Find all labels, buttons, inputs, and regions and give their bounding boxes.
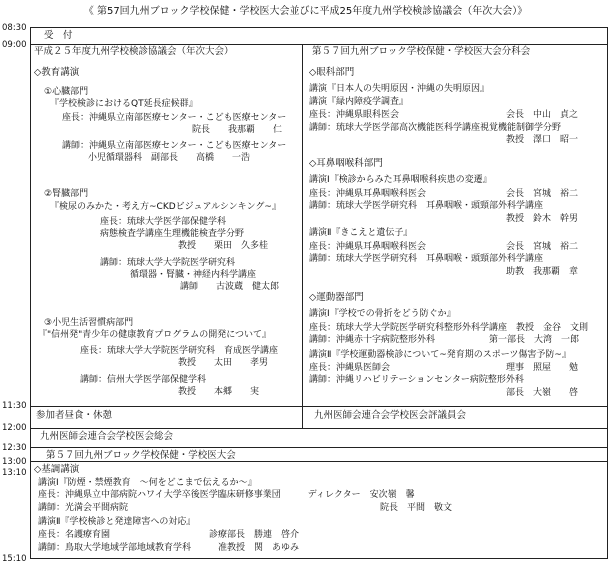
left-line: 講師 古波蔵 健太郎 bbox=[180, 282, 280, 292]
right-line: 講師：琉球大学医学研究科 耳鼻咽喉・頭頸部外科学講座 bbox=[309, 201, 544, 211]
left-line: 『"信州発"青少年の健康教育プログラムの開発について』 bbox=[38, 330, 272, 340]
grid-line bbox=[30, 558, 608, 559]
border-right bbox=[607, 27, 608, 558]
main-line: 講師：光満会平間病院 bbox=[38, 503, 129, 513]
left-line: 『検尿のみかた・考え方~CKDビジュアルシンキング~』 bbox=[50, 202, 281, 212]
left-line: ③小児生活習慣病部門 bbox=[44, 318, 134, 328]
right-line: 会長 中山 貞之 bbox=[506, 110, 579, 120]
time-1510: 15:10 bbox=[2, 554, 27, 564]
right-line: 講師：琉球大学医学部高次機能医科学講座視覚機能制御学分野 bbox=[309, 123, 562, 133]
column-divider bbox=[302, 44, 303, 428]
lunch-label: 参加者昼食・休憩 bbox=[36, 410, 113, 421]
general-meeting-label: 九州医師会連合会学校医会総会 bbox=[40, 431, 174, 442]
right-line: 会長 宮城 裕二 bbox=[506, 189, 579, 199]
right-line: 部長 大嶺 啓 bbox=[506, 388, 579, 398]
time-1300: 13:00 bbox=[2, 457, 27, 467]
main-conference-heading: 第５７回九州ブロック学校保健・学校医大会 bbox=[46, 450, 236, 461]
grid-line bbox=[30, 428, 608, 429]
right-line: 講演Ⅰ『検診からみた耳鼻咽喉科疾患の変遷』 bbox=[309, 175, 492, 185]
left-line: ②腎臓部門 bbox=[44, 189, 89, 199]
left-section: ◇教育講演 bbox=[34, 67, 80, 78]
right-line: ◇耳鼻咽喉科部門 bbox=[309, 158, 383, 169]
right-line: 講演Ⅱ『きこえと遺伝子』 bbox=[309, 228, 413, 238]
council-label: 九州医師会連合会学校医会評議員会 bbox=[314, 410, 467, 421]
reception-label: 受 付 bbox=[44, 30, 73, 41]
left-line: 『学校検診におけるQT延長症候群』 bbox=[50, 99, 198, 109]
main-line: 院長 平間 敬文 bbox=[380, 503, 453, 513]
time-1200: 12:00 bbox=[2, 423, 27, 433]
right-line: 座長：沖縄県眼科医会 bbox=[309, 110, 400, 120]
main-line: 座長：名護療育園 診療部長 勝連 啓介 bbox=[38, 530, 300, 540]
main-line: 座長：沖縄県立中部病院ハワイ大学卒後医学臨床研修事業団 ディレクター 安次嶺 馨 bbox=[38, 490, 415, 500]
right-line: 講師：沖縄リハビリテーションセンター病院整形外科 bbox=[309, 375, 524, 385]
right-line: 講演『緑内障疫学調査』 bbox=[309, 97, 409, 107]
grid-line bbox=[30, 27, 608, 28]
right-line: 講演Ⅱ『学校運動器検診について~発育期のスポーツ傷害予防~』 bbox=[309, 350, 571, 360]
right-line: 会長 宮城 裕二 bbox=[506, 242, 579, 252]
grid-line bbox=[30, 447, 608, 448]
left-line: 教授 太田 孝男 bbox=[178, 358, 269, 368]
grid-line bbox=[30, 461, 608, 462]
right-line: 講師：沖縄赤十字病院整形外科 第一部長 大湾 一郎 bbox=[309, 335, 580, 345]
right-line: 座長：沖縄県耳鼻咽喉科医会 bbox=[309, 242, 427, 252]
right-line: 助教 我那覇 章 bbox=[506, 267, 579, 277]
time-1230: 12:30 bbox=[2, 443, 27, 453]
main-line: 講師：鳥取大学地域学部地域教育学科 准教授 関 あゆみ bbox=[38, 543, 300, 553]
main-conference-section: ◇基調講演 bbox=[34, 464, 80, 475]
right-line: ◇眼科部門 bbox=[309, 67, 355, 78]
left-line: 教授 本郷 実 bbox=[178, 387, 260, 397]
document-title: 《 第57回九州ブロック学校保健・学校医大会並びに平成25年度九州学校検診協議会（年次大会）》 bbox=[83, 6, 528, 17]
right-line: ◇運動器部門 bbox=[309, 292, 364, 303]
time-0830: 08:30 bbox=[2, 23, 27, 33]
border-left bbox=[30, 27, 31, 558]
left-line: 講師：沖縄県立南部医療センター・こども医療センター bbox=[62, 141, 287, 151]
left-line: 講師：琉球大学大学院医学研究科 bbox=[100, 258, 236, 268]
right-heading: 第５７回九州ブロック学校保健・学校医大会分科会 bbox=[312, 46, 531, 57]
right-line: 講演『日本人の失明原因・沖縄の失明原因』 bbox=[309, 84, 490, 94]
left-line: 座長：琉球大学医学部保健学科 bbox=[100, 217, 227, 227]
right-line: 教授 澤口 昭一 bbox=[506, 135, 579, 145]
left-heading: 平成２５年度九州学校検診協議会（年次大会） bbox=[34, 46, 234, 57]
right-line: 座長：沖縄県耳鼻咽喉科医会 bbox=[309, 189, 427, 199]
right-line: 座長：沖縄県医師会 bbox=[309, 363, 391, 373]
time-1310: 13:10 bbox=[2, 468, 27, 478]
right-line: 理事 照屋 勉 bbox=[506, 363, 579, 373]
left-line: 座長：沖縄県立南部医療センター・こども医療センター bbox=[62, 113, 287, 123]
left-line: 座長：琉球大学大学院医学研究科 育成医学講座 bbox=[80, 346, 279, 356]
right-line: 講師：琉球大学医学研究科 耳鼻咽喉・頭頸部外科学講座 bbox=[309, 254, 544, 264]
left-line: 循環器・腎臓・神経内科学講座 bbox=[130, 270, 257, 280]
main-line: 講演Ⅱ『学校検診と発達障害への対応』 bbox=[38, 517, 196, 527]
main-line: 講演Ⅰ『防煙・禁煙教育 ～何をどこまで伝えるか～』 bbox=[38, 478, 257, 488]
time-0900: 09:00 bbox=[2, 40, 27, 50]
right-line: 教授 鈴木 幹男 bbox=[506, 214, 579, 224]
left-line: 教授 栗田 久多桂 bbox=[178, 241, 269, 251]
left-line: ①心臓部門 bbox=[44, 87, 89, 97]
left-line: 院長 我那覇 仁 bbox=[192, 125, 283, 135]
left-line: 病態検査学講座生理機能検査学分野 bbox=[100, 229, 245, 239]
time-1130: 11:30 bbox=[2, 401, 27, 411]
right-line: 座長：琉球大学大学院医学研究科整形外科学講座 教授 金谷 文則 bbox=[309, 323, 589, 333]
grid-line bbox=[30, 406, 608, 407]
left-line: 講師：信州大学医学部保健学科 bbox=[80, 375, 207, 385]
left-line: 小児循環器科 副部長 高橋 一浩 bbox=[88, 153, 251, 163]
grid-line bbox=[30, 44, 608, 45]
right-line: 講演Ⅰ『学校での骨折をどう防ぐか』 bbox=[309, 309, 456, 319]
